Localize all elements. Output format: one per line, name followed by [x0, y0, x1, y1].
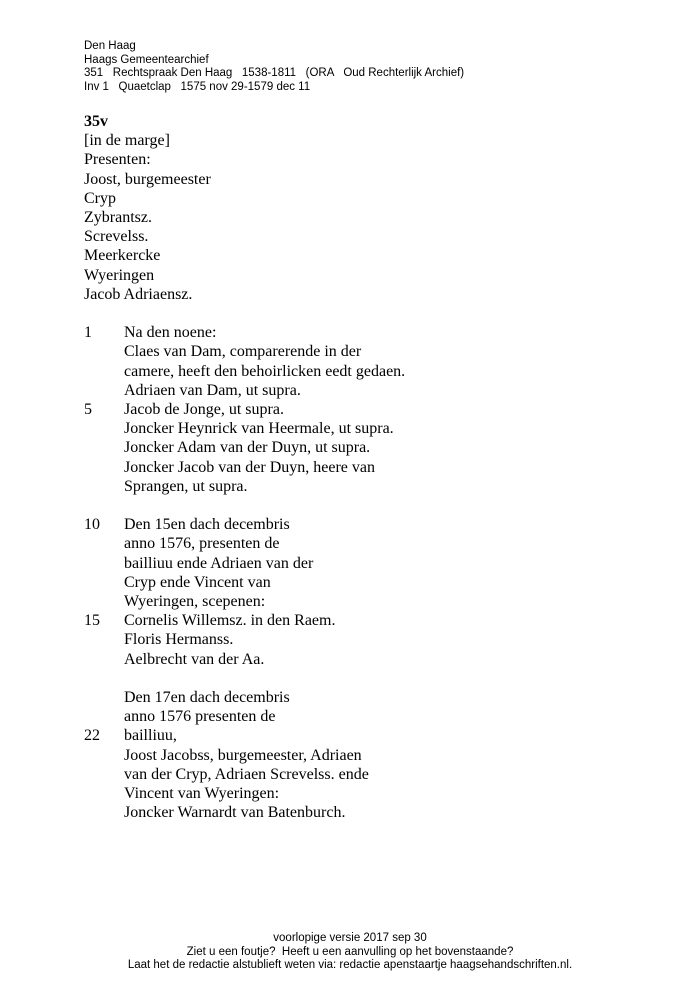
- line-text: Joncker Heynrick van Heermale, ut supra.: [124, 420, 394, 438]
- text-line: [84, 323, 405, 342]
- spacer: [84, 496, 405, 515]
- line-number: [84, 534, 124, 553]
- folio-number: 35v: [84, 113, 108, 130]
- footer-version: voorlopige versie 2017 sep 30: [273, 932, 427, 944]
- line-number: [84, 342, 124, 361]
- line-text: Jacob de Jonge, ut supra.: [124, 401, 284, 419]
- presenten-line: Presenten:: [84, 151, 151, 169]
- footer-question: Ziet u een foutje? Heeft u een aanvulling op het bovenstaande?: [186, 945, 514, 958]
- line-number: [84, 707, 124, 726]
- text-line: [84, 515, 405, 534]
- header-archive: Haags Gemeentearchief: [84, 53, 209, 66]
- line-number: [84, 784, 124, 803]
- presenten-line: Meerkercke: [84, 247, 161, 265]
- line-text: anno 1576, presenten de: [124, 535, 280, 553]
- line-number: 22: [84, 727, 100, 745]
- text-line: [84, 630, 405, 649]
- presenten-line: Wyeringen: [84, 266, 155, 284]
- transcription-body: [84, 112, 405, 822]
- entry-block-1: [84, 323, 405, 496]
- text-line: [84, 381, 405, 400]
- line-text: camere, heeft den behoirlicken eedt gedaen.: [124, 362, 406, 380]
- line-number: [84, 630, 124, 649]
- document-header: [84, 40, 464, 94]
- line-text: Joost Jacobss, burgemeester, Adriaen: [124, 746, 362, 764]
- entry-block-3: [84, 688, 405, 822]
- line-text: Floris Hermanss.: [124, 631, 234, 649]
- line-number: [84, 688, 124, 707]
- text-line: [84, 592, 405, 611]
- line-text: bailliuu,: [124, 727, 177, 745]
- text-line: [84, 534, 405, 553]
- line-number: [84, 381, 124, 400]
- text-line: [84, 438, 405, 457]
- document-footer: [0, 932, 700, 973]
- spacer: [84, 304, 405, 323]
- line-text: Na den noene:: [124, 324, 217, 342]
- line-number: [84, 650, 124, 669]
- line-number: [84, 458, 124, 477]
- text-line: [84, 707, 405, 726]
- line-text: Vincent van Wyeringen:: [124, 785, 280, 803]
- line-text: Adriaen van Dam, ut supra.: [124, 381, 301, 399]
- text-line: [84, 611, 405, 630]
- presenten-line: Cryp: [84, 189, 116, 207]
- line-number: 15: [84, 612, 100, 630]
- line-text: Claes van Dam, comparerende in der: [124, 343, 362, 361]
- line-number: [84, 554, 124, 573]
- line-number: [84, 477, 124, 496]
- line-text: Joncker Jacob van der Duyn, heere van: [124, 458, 376, 476]
- line-text: Aelbrecht van der Aa.: [124, 650, 265, 668]
- text-line: [84, 400, 405, 419]
- text-line: [84, 803, 405, 822]
- text-line: [84, 419, 405, 438]
- presenten-list: [84, 150, 405, 304]
- line-number: [84, 746, 124, 765]
- spacer: [84, 669, 405, 688]
- entry-block-2: [84, 515, 405, 669]
- line-text: Wyeringen, scepenen:: [124, 593, 266, 611]
- line-number: 5: [84, 401, 92, 419]
- line-text: Cornelis Willemsz. in den Raem.: [124, 612, 336, 630]
- line-text: van der Cryp, Adriaen Screvelss. ende: [124, 765, 369, 783]
- margin-note: [in de marge]: [84, 132, 170, 150]
- text-line: [84, 765, 405, 784]
- line-number: [84, 362, 124, 381]
- header-inventory: Inv 1 Quaetclap 1575 nov 29-1579 dec 11: [84, 80, 311, 93]
- presenten-line: Screvelss.: [84, 228, 149, 246]
- footer-contact: Laat het de redactie alstublieft weten via: redactie apenstaartje haagsehandschriften.nl.: [127, 959, 573, 971]
- line-number: [84, 419, 124, 438]
- text-line: [84, 650, 405, 669]
- header-city: Den Haag: [84, 40, 136, 52]
- text-line: [84, 573, 405, 592]
- line-number: [84, 438, 124, 457]
- line-number: [84, 573, 124, 592]
- presenten-line: Zybrantsz.: [84, 209, 152, 227]
- line-number: [84, 592, 124, 611]
- line-number: [84, 765, 124, 784]
- line-text: Joncker Adam van der Duyn, ut supra.: [124, 439, 371, 457]
- line-text: Den 15en dach decembris: [124, 516, 290, 534]
- presenten-line: Jacob Adriaensz.: [84, 285, 193, 303]
- text-line: [84, 688, 405, 707]
- line-number: [84, 803, 124, 822]
- line-text: bailliuu ende Adriaen van der: [124, 554, 314, 572]
- text-line: [84, 746, 405, 765]
- text-line: [84, 362, 405, 381]
- header-collection: 351 Rechtspraak Den Haag 1538-1811 (ORA Oud Rechterlijk Archief): [84, 67, 465, 79]
- text-line: [84, 784, 405, 803]
- line-text: Sprangen, ut supra.: [124, 477, 248, 495]
- line-number: 1: [84, 324, 92, 342]
- line-text: anno 1576 presenten de: [124, 708, 276, 726]
- text-line: [84, 554, 405, 573]
- text-line: [84, 458, 405, 477]
- line-text: Cryp ende Vincent van: [124, 573, 271, 591]
- line-text: Joncker Warnardt van Batenburch.: [124, 804, 346, 822]
- line-text: Den 17en dach decembris: [124, 689, 290, 707]
- text-line: [84, 477, 405, 496]
- presenten-line: Joost, burgemeester: [84, 170, 211, 188]
- text-line: [84, 342, 405, 361]
- line-number: 10: [84, 516, 100, 534]
- text-line: [84, 726, 405, 745]
